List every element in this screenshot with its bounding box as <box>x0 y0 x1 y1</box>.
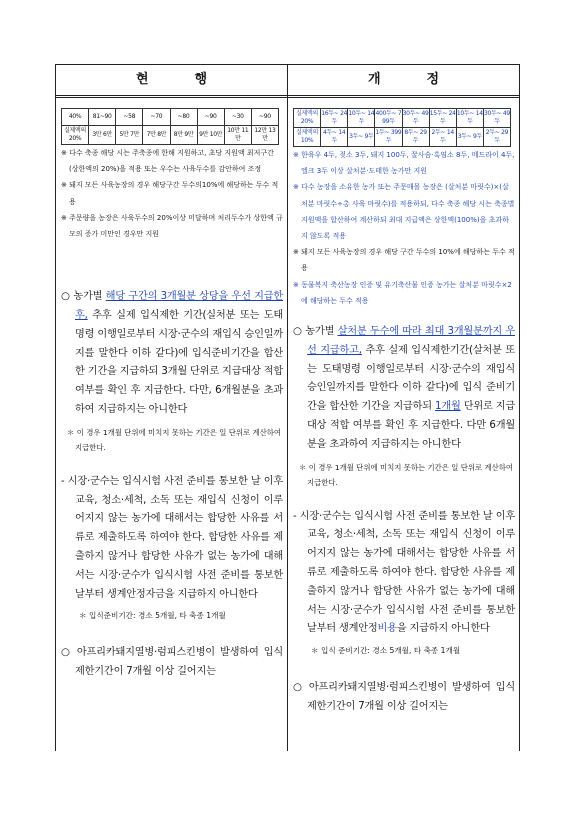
table-row <box>294 109 511 128</box>
para-highlight: 1개월 <box>435 401 461 413</box>
table-cell: ~90 <box>197 109 224 126</box>
table-cell: 30두~ 49두 <box>402 109 429 128</box>
current-column <box>61 98 283 682</box>
paragraph-notice: - 시장·군수는 입식시험 사전 준비를 통보한 날 이후 교육, 청소·세척, 소독 또는 재입식 신청이 이루어지지 않는 농가에 대해서는 합당한 사유를 서류로 제출하도록 하여야 한다. 합당한 사유를 제출하지 않거나 합당한 사유가 없는 농가에 대해서는 시장·군수가 입식시험 사전 준비를 통보한 날부터 생계안정자금을 지급하지 아니한다 <box>61 475 283 600</box>
para-text: 추후 실제 입식제한 기간(실처분 또는 도태명령 이행일로부터 시장·군수의 재입식 승인일까지를 말한다 이하 같다)에 입식준비기간을 합산한 기간을 지급하되 3개월 단위로 지급대상 적합여부를 확인 후 지급한다. 다만, 6개월분을 초과하여 지급하지는 아니한다 <box>75 310 284 415</box>
table-cell: 10만 11만 <box>224 126 251 145</box>
table-cell: ~30 <box>224 109 251 126</box>
table-cell: 3두~ 9두 <box>456 128 483 147</box>
table-cell: 2두~ 29두 <box>483 128 510 147</box>
current-rate-table <box>61 108 279 145</box>
note: ※ 주문량을 농장은 사육두수의 20%이상 미달하며 처리두수가 상한액 규모의 증가 미만인 경우만 지원 <box>61 213 283 239</box>
table-row <box>294 128 511 147</box>
star-note: ＊ 입식 준비기간: 경소 5개월, 타 축종 1개월 <box>311 646 461 656</box>
note: ※ 다수 농장을 소유한 농가 또는 주문매몰 농장은 (살처분 마릿수)×(살처분 마릿수÷총 사육 마릿수)를 적용하되, 다수 축종 해당 시는 축종별 지원액을 합산하여 계산하되 최대 지급액은 상한액(100%)을 초과하지 않도록 적용 <box>293 183 515 241</box>
table-cell: 8만 9만 <box>170 126 197 145</box>
table-cell: 실제액의 20% <box>294 109 321 128</box>
table-cell: 9만 10만 <box>197 126 224 145</box>
table-cell: 5만 7만 <box>116 126 143 145</box>
table-cell: 실제액의 20% <box>62 126 89 145</box>
table-cell: ~90 <box>251 109 278 126</box>
table-cell: ~58 <box>116 109 143 126</box>
note: ※ 다수 축종 해당 시는 주축종에 한해 지원하고, 초당 지원액 최저구간(상한액의 20%)을 적용 또는 우수는 사육두수를 감안하여 조정 <box>61 149 274 174</box>
para-text: 추후 실제 입식제한기간(살처분 또는 도태명령 이행일로부터 시장·군수의 재입식 승인일까지를 말한다 이하 같다)에 입식 준비기간을 합산한 기간을 지급하되 <box>307 344 515 413</box>
para-text: ○ 농가별 <box>61 291 106 303</box>
table-cell: ~70 <box>143 109 170 126</box>
para-text: 단위로 지급대상 적합 여부를 확인 후 지급한다. 다만 6개월분을 초과하여 지급하지는 아니한다 <box>307 401 515 450</box>
revised-rate-table <box>293 108 511 147</box>
table-cell: 3두~ 9두 <box>348 128 375 147</box>
header-revised: 개정 <box>367 72 486 87</box>
table-cell: 81~90 <box>89 109 116 126</box>
paragraph-payment <box>293 323 515 455</box>
table-row <box>62 126 279 145</box>
star-note: ＊ 입식준비기간: 경소 5개월, 타 축종 1개월 <box>79 611 226 621</box>
note: ※ 동물복지 축산농장 인증 및 유기축산물 인증 농가는 살처분 마릿수×2에 해당하는 두수 적용 <box>293 280 512 305</box>
para-highlight: 해당 구간의 3개월분 상당을 우선 지급한 후, <box>75 291 283 322</box>
table-cell: 30두~ 49두 <box>483 109 510 128</box>
paragraph-asf: ○ 아프리카돼지열병·럼피스킨병이 발생하여 입식 제한기간이 7개월 이상 길어지는 <box>293 682 515 712</box>
table-cell: 40% <box>62 109 89 126</box>
table-cell: 2두~ 14두 <box>429 128 456 147</box>
table-cell: 10두~ 14두 <box>348 109 375 128</box>
table-cell: 실제액의 10% <box>294 128 321 147</box>
table-cell: 10두~ 14두 <box>456 109 483 128</box>
para-highlight: 살처분 두수에 따라 최대 3개월분까지 우선 지급하고, <box>307 326 515 356</box>
table-cell: 15두~ 24두 <box>429 109 456 128</box>
header-current: 현행 <box>135 72 254 87</box>
table-cell: ~80 <box>170 109 197 126</box>
sub-note: ＊ 이 경우 1개월 단위에 미치지 못하는 기간은 일 단위로 계산하여 지급한다. <box>67 427 282 452</box>
table-cell: 16두~ 24두 <box>321 109 348 128</box>
para-text: 을 지급하지 아니한다 <box>396 623 490 635</box>
column-divider <box>287 65 288 751</box>
comparison-table <box>55 64 520 751</box>
note: ※ 한육우 4두, 젖소 3두, 돼지 100두, 꿀사슴·흑염소 8두, 메드라이 4두, 엘크 3두 이상 살처분·도태한 농가만 지원 <box>293 151 515 176</box>
note: ※ 돼지 모든 사육농장의 경우 해당구간 두수의10%에 해당하는 두수 적용 <box>61 181 279 206</box>
table-cell: 1두~ 399두 <box>375 128 402 147</box>
table-cell: 3만 6만 <box>89 126 116 145</box>
paragraph-notice <box>293 508 515 640</box>
revised-column <box>293 98 515 717</box>
table-cell: 7만 8만 <box>143 126 170 145</box>
para-highlight: 비용 <box>377 623 397 635</box>
para-text: - 시장·군수는 입식시험 사전 준비를 통보한 날 이후 교육, 청소·세척, 소독 또는 재입식 신청이 이루어지지 않는 농가에 대해서는 합당한 사유를 서류로 제출하도록 하여야 한다. 합당한 사유를 제출하지 않거나 합당한 사유가 없는 농가에 대해서는 시장·군수가 입식시험 사전 준비를 통보한 날부터 생계안정 <box>293 510 515 635</box>
table-cell: 12만 13만 <box>251 126 278 145</box>
table-cell: 4두~ 14두 <box>321 128 348 147</box>
table-row <box>62 109 279 126</box>
sub-note: ＊ 이 경우 1개월 단위에 미치지 못하는 기간은 일 단위로 계산하여 지급한다. <box>299 462 514 487</box>
paragraph-asf: ○ 아프리카돼지열병·럼피스킨병이 발생하여 입식제한기간이 7개월 이상 길어지는 <box>61 647 283 678</box>
table-cell: 400두~ 799두 <box>375 109 402 128</box>
paragraph-payment <box>61 288 283 420</box>
note: ※ 돼지 모든 사육농장의 경우 해당 구간 두수의 10%에 해당하는 두수 적용 <box>293 248 515 273</box>
table-cell: 8두~ 29두 <box>402 128 429 147</box>
para-text: ○ 농가별 <box>293 326 338 338</box>
